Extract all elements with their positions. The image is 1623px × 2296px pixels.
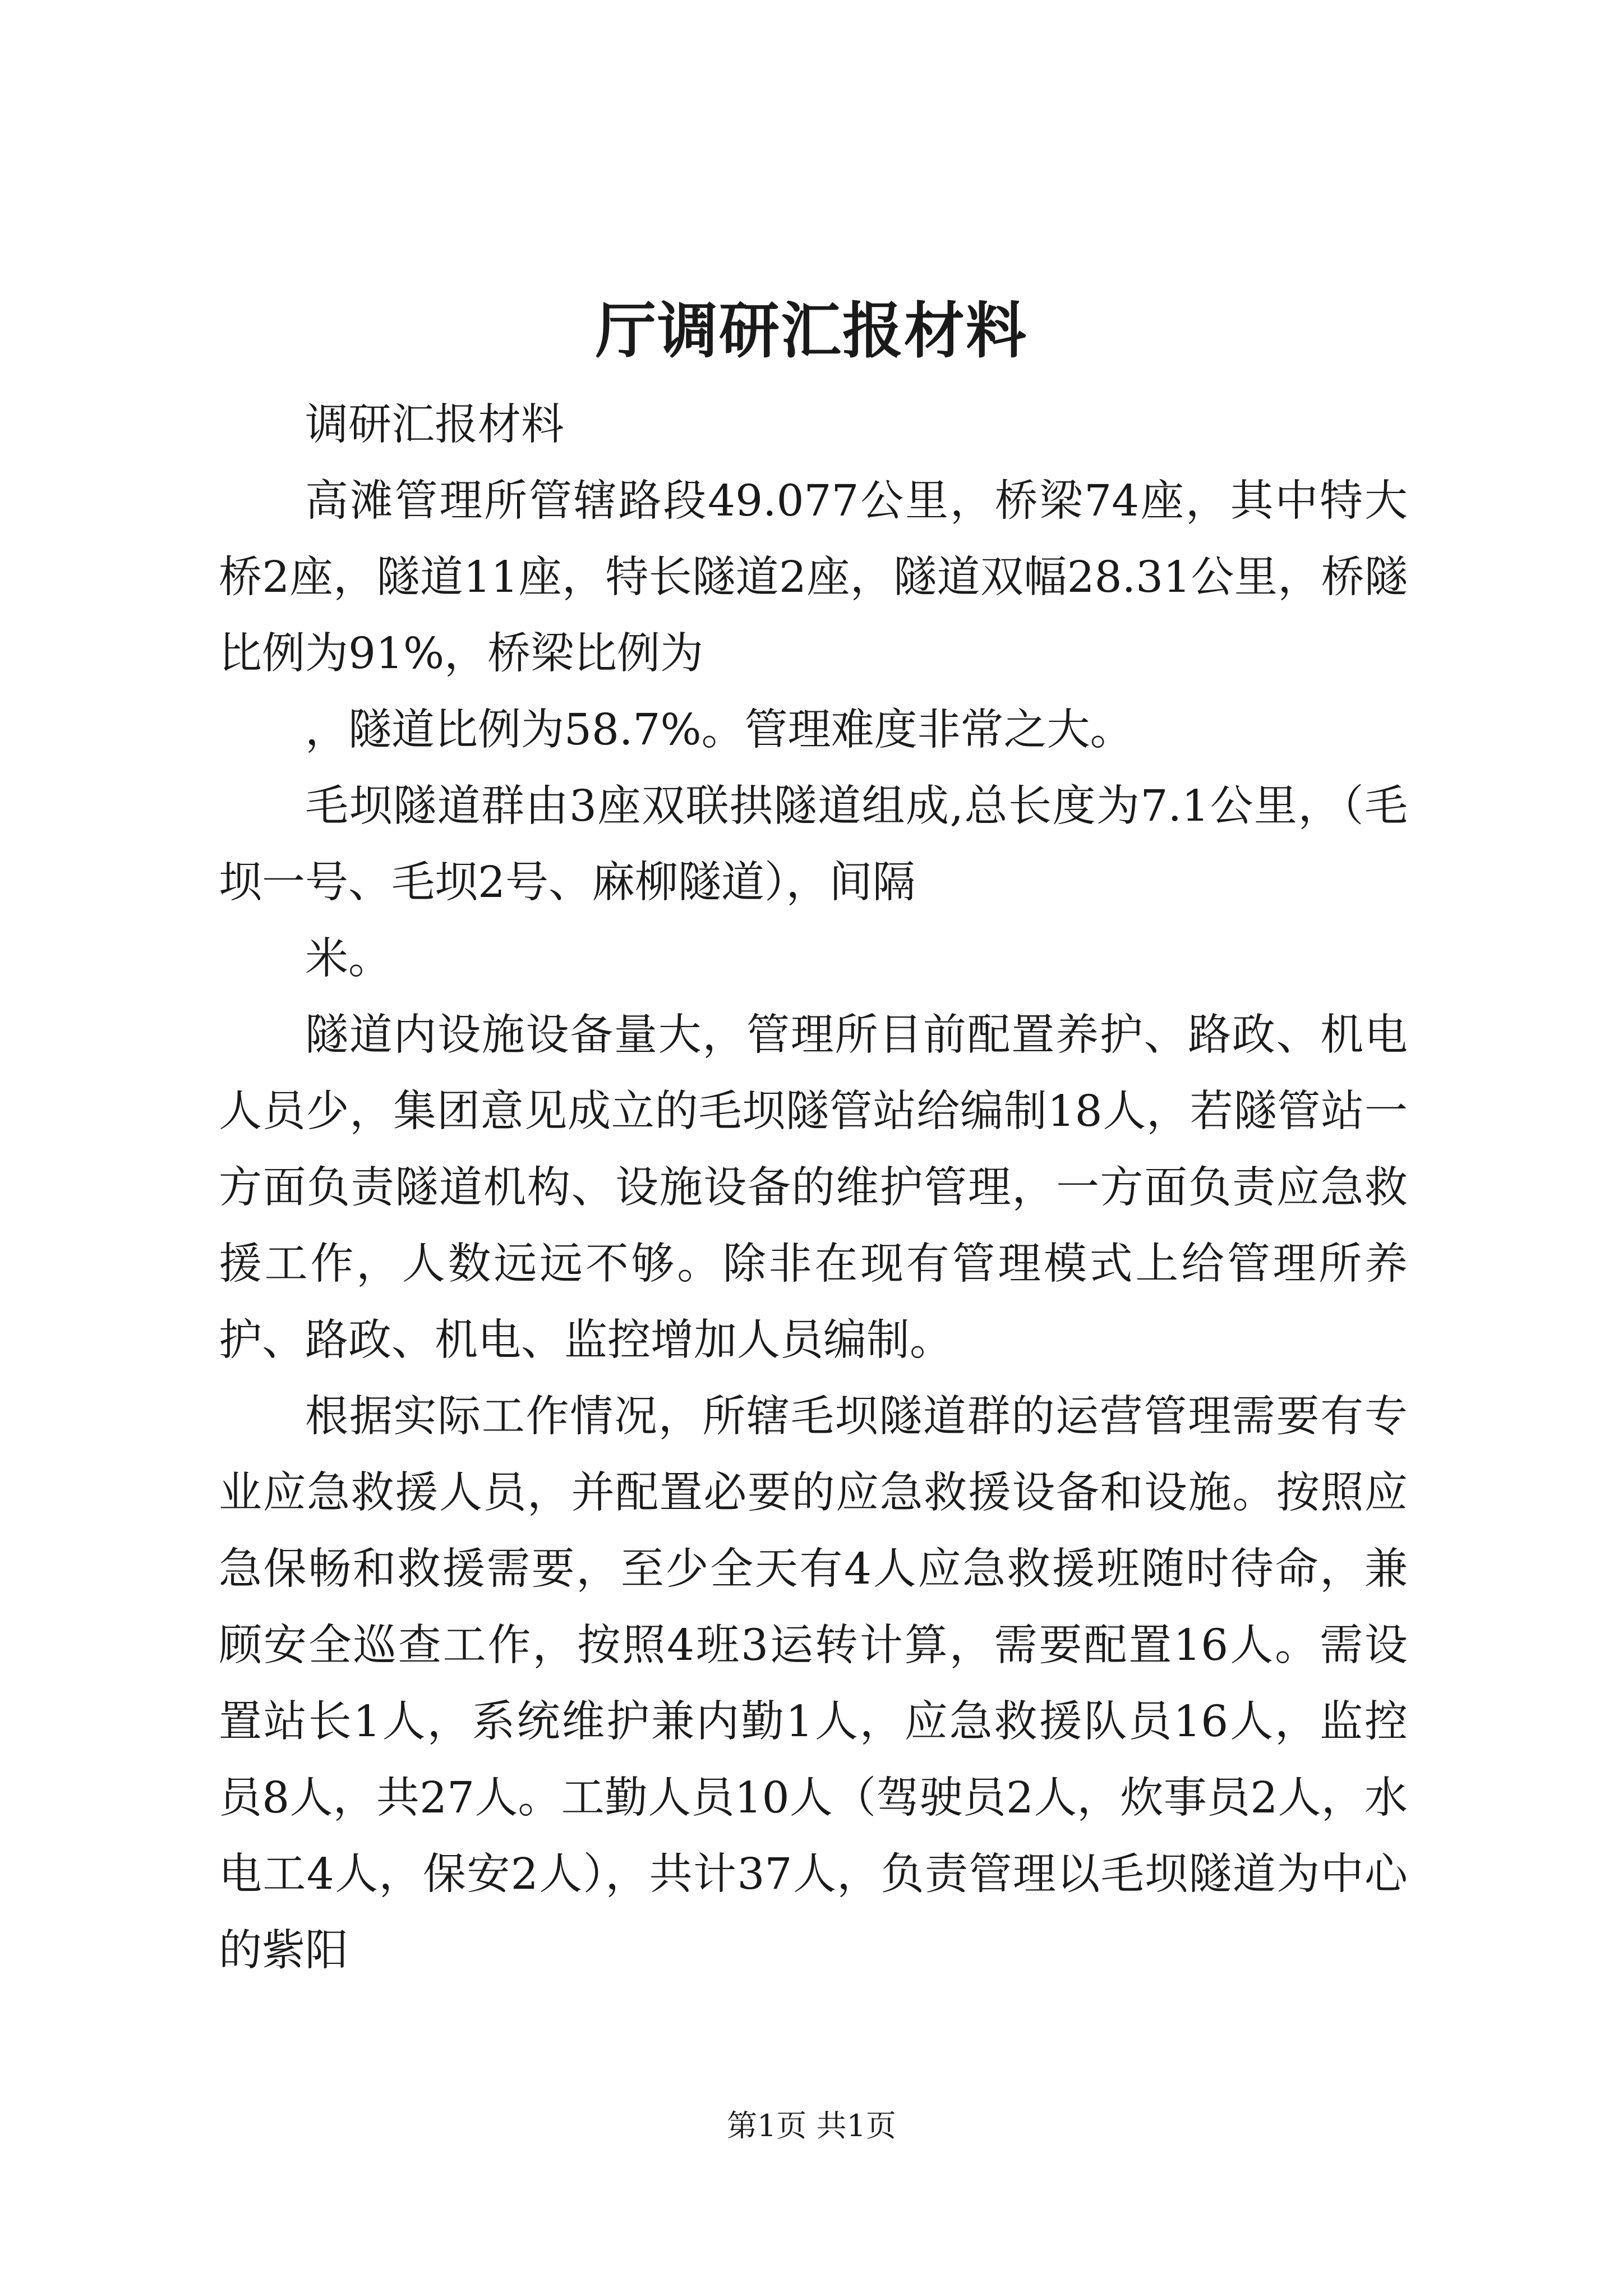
paragraph-2: 高滩管理所管辖路段49.077公里，桥梁74座，其中特大桥2座，隧道11座，特长隧道2座，隧道双幅28.31公里，桥隧比例为91%，桥梁比例为: [219, 476, 1408, 679]
paragraph-4: 毛坝隧道群由3座双联拱隧道组成,总长度为7.1公里，（毛坝一号、毛坝2号、麻柳隧道），间隔: [219, 781, 1408, 908]
paragraph-5: 米。: [305, 934, 391, 984]
document-title: 厅调研汇报材料: [595, 296, 1027, 366]
page-footer: 第1页 共1页: [727, 2108, 896, 2143]
paragraph-1: 调研汇报材料: [305, 400, 564, 450]
paragraph-6: 隧道内设施设备量大，管理所目前配置养护、路政、机电人员少，集团意见成立的毛坝隧管站给编制18人，若隧管站一方面负责隧道机构、设施设备的维护管理，一方面负责应急救援工作，人数远远不够。除非在现有管理模式上给管理所养护、路政、机电、监控增加人员编制。: [219, 1010, 1408, 1365]
paragraph-3: ，隧道比例为58.7%。管理难度非常之大。: [305, 705, 1133, 755]
paragraph-7: 根据实际工作情况，所辖毛坝隧道群的运营管理需要有专业应急救援人员，并配置必要的应急救援设备和设施。按照应急保畅和救援需要，至少全天有4人应急救援班随时待命，兼顾安全巡查工作，按照4班3运转计算，需要配置16人。需设置站长1人，系统维护兼内勤1人，应急救援队员16人，监控员8人，共27人。工勤人员10人（驾驶员2人，炊事员2人，水电工4人，保安2人），共计37人，负责管理以毛坝隧道为中心的紫阳: [219, 1392, 1408, 1976]
document-body: [219, 387, 1408, 1989]
